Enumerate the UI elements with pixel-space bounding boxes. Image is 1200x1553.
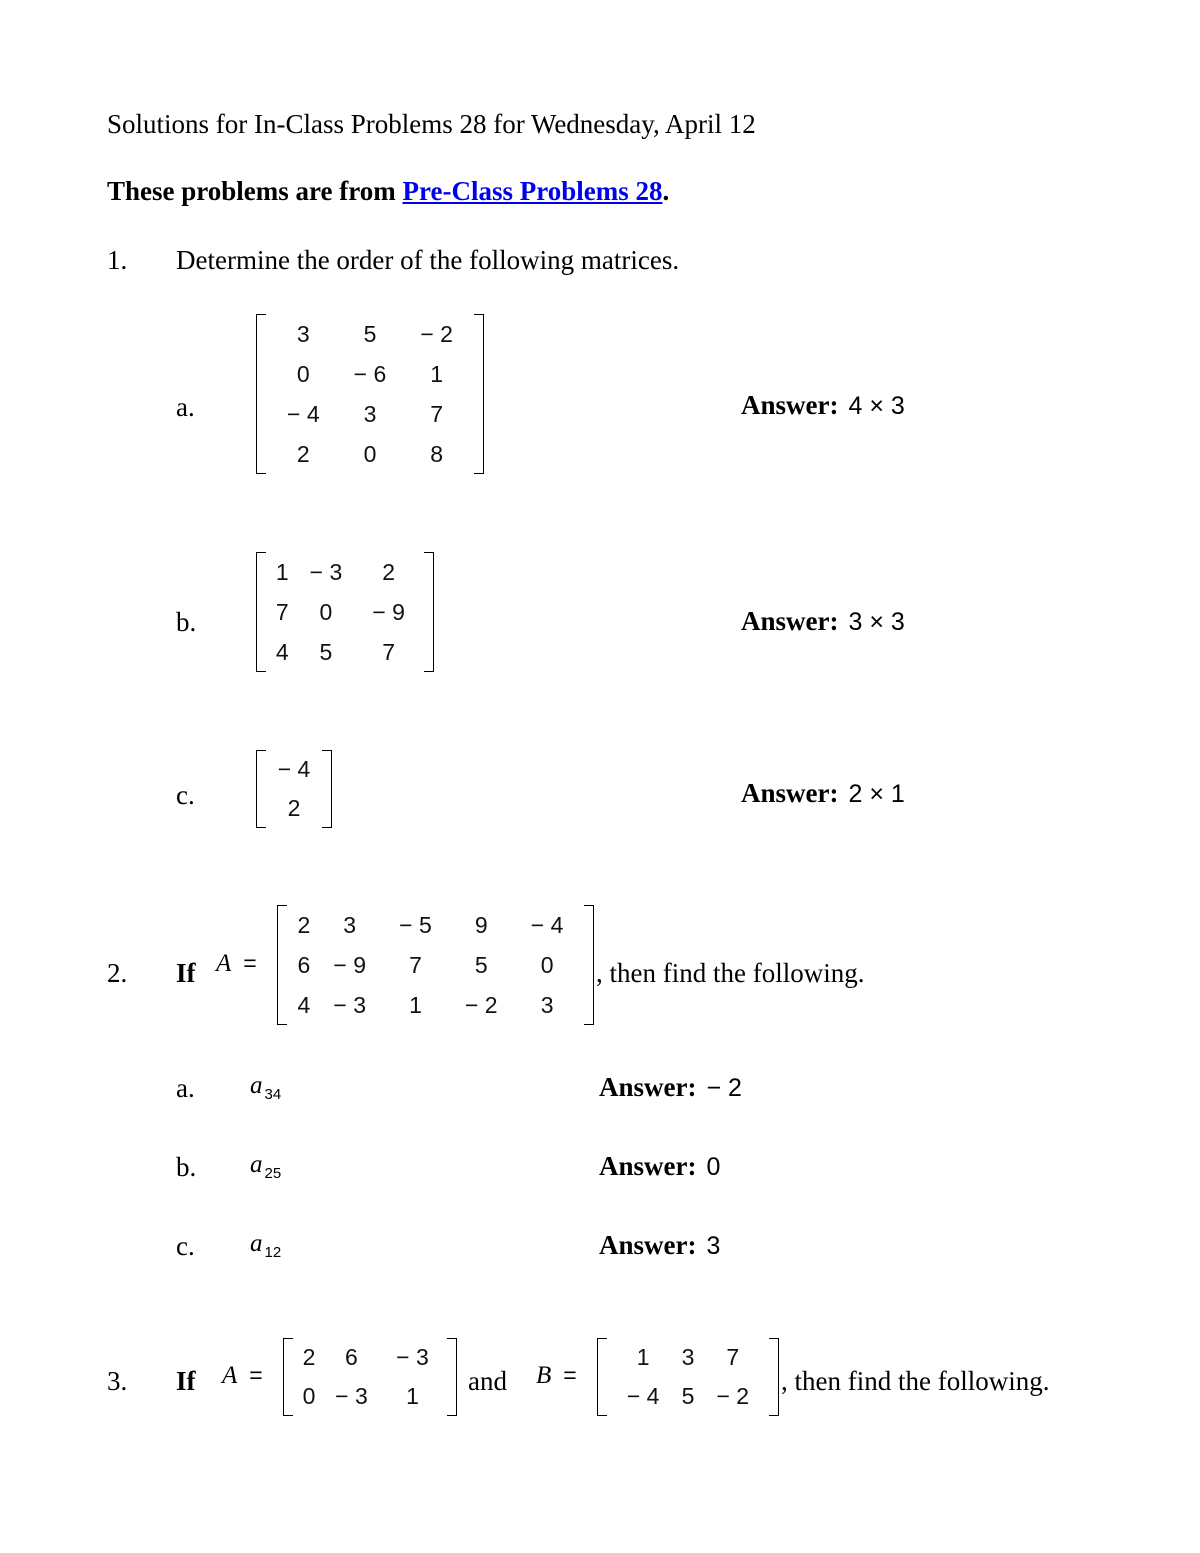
matrix-cell: − 2 bbox=[716, 1383, 750, 1409]
problem1c-matrix bbox=[256, 750, 332, 828]
right-bracket bbox=[474, 314, 484, 474]
problem2-matrix bbox=[277, 905, 594, 1025]
answer-label: Answer: bbox=[741, 778, 839, 808]
matrix-cell: − 3 bbox=[309, 558, 343, 585]
problem1c-answer bbox=[741, 780, 905, 807]
matrix-variable: A bbox=[222, 1362, 238, 1389]
left-bracket bbox=[277, 905, 287, 1025]
matrix-cell: 2 bbox=[287, 795, 301, 821]
problem2c-label: c. bbox=[176, 1231, 195, 1261]
problem2b-element bbox=[250, 1151, 282, 1182]
matrix-cell: − 2 bbox=[464, 991, 498, 1018]
matrix-cell: 0 bbox=[540, 951, 554, 978]
right-bracket bbox=[322, 750, 332, 828]
pre-class-problems-link[interactable]: Pre-Class Problems 28 bbox=[402, 176, 663, 206]
matrix-cell: 5 bbox=[474, 951, 488, 978]
matrix-cell: 2 bbox=[382, 558, 396, 585]
matrix-cell: − 4 bbox=[530, 911, 564, 938]
matrix-cell: 1 bbox=[409, 991, 422, 1018]
matrix-cell: 2 bbox=[302, 1344, 316, 1370]
matrix-cell: − 2 bbox=[420, 320, 453, 347]
answer-value: 4 × 3 bbox=[848, 392, 905, 420]
problem2c-answer bbox=[599, 1232, 720, 1259]
matrix-cell: 9 bbox=[474, 911, 488, 938]
problem2-lhs bbox=[216, 950, 257, 978]
matrix-cell: 3 bbox=[540, 991, 554, 1018]
equals-sign: = bbox=[243, 950, 257, 976]
matrix-cell: 2 bbox=[297, 911, 311, 938]
matrix-cell: 2 bbox=[296, 440, 310, 467]
problem2-if: If bbox=[176, 958, 196, 988]
matrix-cell: 8 bbox=[430, 440, 444, 467]
matrix-cell: 7 bbox=[726, 1344, 740, 1370]
problem3-suffix: , then find the following. bbox=[781, 1366, 1050, 1396]
matrix-grid bbox=[270, 750, 318, 828]
answer-label: Answer: bbox=[599, 1230, 697, 1260]
left-bracket bbox=[597, 1338, 607, 1416]
problem2-suffix: , then find the following. bbox=[596, 958, 865, 988]
problem2a-element bbox=[250, 1072, 282, 1103]
answer-label: Answer: bbox=[599, 1072, 697, 1102]
matrix-cell: 7 bbox=[409, 951, 422, 978]
matrix-cell: 3 bbox=[681, 1344, 695, 1370]
matrix-cell: − 3 bbox=[396, 1344, 429, 1370]
matrix-cell: − 3 bbox=[335, 1383, 368, 1409]
element-subscript: 34 bbox=[264, 1086, 282, 1103]
right-bracket bbox=[447, 1338, 457, 1416]
problem1b-matrix bbox=[256, 552, 434, 672]
problem1-prompt: Determine the order of the following matrices. bbox=[176, 245, 680, 275]
answer-value: − 2 bbox=[706, 1074, 742, 1102]
matrix-cell: 6 bbox=[345, 1344, 358, 1370]
intro-line bbox=[107, 178, 669, 205]
problem3-lhs-a bbox=[222, 1362, 263, 1390]
matrix-cell: 1 bbox=[406, 1383, 419, 1409]
matrix-cell: 5 bbox=[319, 638, 333, 665]
element-variable: a bbox=[250, 1072, 263, 1099]
matrix-cell: − 5 bbox=[399, 911, 432, 938]
problem1b-label: b. bbox=[176, 607, 197, 637]
problem2b-answer bbox=[599, 1153, 720, 1180]
intro-suffix: . bbox=[662, 176, 670, 206]
matrix-cell: − 6 bbox=[353, 360, 387, 387]
matrix-cell: 1 bbox=[636, 1344, 650, 1370]
answer-label: Answer: bbox=[741, 390, 839, 420]
matrix-cell: 6 bbox=[297, 951, 311, 978]
element-subscript: 25 bbox=[264, 1165, 282, 1182]
matrix-cell: 0 bbox=[296, 360, 310, 387]
element-subscript: 12 bbox=[264, 1244, 282, 1261]
left-bracket bbox=[256, 314, 266, 474]
answer-label: Answer: bbox=[599, 1151, 697, 1181]
problem2a-answer bbox=[599, 1074, 742, 1101]
matrix-cell: 3 bbox=[343, 911, 357, 938]
matrix-grid bbox=[270, 552, 420, 672]
problem1b-answer bbox=[741, 608, 905, 635]
matrix-cell: 5 bbox=[363, 320, 377, 347]
matrix-variable: A bbox=[216, 950, 232, 977]
problem1-number: 1. bbox=[107, 245, 128, 275]
left-bracket bbox=[256, 552, 266, 672]
problem3-lhs-b bbox=[536, 1362, 577, 1390]
matrix-cell: − 4 bbox=[287, 400, 320, 427]
matrix-cell: 5 bbox=[681, 1383, 695, 1409]
matrix-cell: 7 bbox=[382, 638, 396, 665]
matrix-cell: − 4 bbox=[626, 1383, 660, 1409]
matrix-grid bbox=[611, 1338, 765, 1416]
left-bracket bbox=[283, 1338, 293, 1416]
matrix-variable: B bbox=[536, 1362, 552, 1389]
matrix-grid bbox=[270, 314, 470, 474]
matrix-grid bbox=[297, 1338, 443, 1416]
matrix-grid bbox=[291, 905, 580, 1025]
problem1a-answer bbox=[741, 392, 905, 419]
matrix-cell: 4 bbox=[297, 991, 311, 1018]
matrix-cell: − 9 bbox=[372, 598, 405, 625]
matrix-cell: 1 bbox=[275, 558, 289, 585]
problem3-if: If bbox=[176, 1366, 196, 1396]
problem3-and: and bbox=[468, 1366, 507, 1396]
matrix-cell: 1 bbox=[430, 360, 444, 387]
element-variable: a bbox=[250, 1151, 263, 1178]
page-title: Solutions for In-Class Problems 28 for Wednesday, April 12 bbox=[107, 109, 756, 139]
problem3-number: 3. bbox=[107, 1366, 128, 1396]
right-bracket bbox=[769, 1338, 779, 1416]
problem2-number: 2. bbox=[107, 958, 128, 988]
answer-value: 3 × 3 bbox=[848, 608, 905, 636]
equals-sign: = bbox=[249, 1362, 263, 1388]
matrix-cell: − 3 bbox=[333, 991, 366, 1018]
right-bracket bbox=[584, 905, 594, 1025]
matrix-cell: 7 bbox=[275, 598, 289, 625]
matrix-cell: − 4 bbox=[277, 756, 311, 782]
matrix-cell: 7 bbox=[430, 400, 444, 427]
matrix-cell: 4 bbox=[275, 638, 289, 665]
matrix-cell: 0 bbox=[363, 440, 377, 467]
intro-prefix: These problems are from bbox=[107, 176, 403, 206]
element-variable: a bbox=[250, 1230, 263, 1257]
matrix-cell: 0 bbox=[319, 598, 333, 625]
problem2c-element bbox=[250, 1230, 282, 1261]
answer-label: Answer: bbox=[741, 606, 839, 636]
problem3-matrix-a bbox=[283, 1338, 457, 1416]
left-bracket bbox=[256, 750, 266, 828]
answer-value: 3 bbox=[706, 1232, 721, 1260]
problem2a-label: a. bbox=[176, 1073, 195, 1103]
problem1a-label: a. bbox=[176, 392, 195, 422]
right-bracket bbox=[424, 552, 434, 672]
problem3-matrix-b bbox=[597, 1338, 779, 1416]
answer-value: 2 × 1 bbox=[848, 780, 905, 808]
problem1c-label: c. bbox=[176, 780, 195, 810]
matrix-cell: − 9 bbox=[333, 951, 366, 978]
matrix-cell: 3 bbox=[296, 320, 310, 347]
matrix-cell: 3 bbox=[363, 400, 377, 427]
problem1a-matrix bbox=[256, 314, 484, 474]
equals-sign: = bbox=[563, 1362, 577, 1388]
answer-value: 0 bbox=[706, 1153, 721, 1181]
matrix-cell: 0 bbox=[302, 1383, 316, 1409]
problem2b-label: b. bbox=[176, 1152, 197, 1182]
